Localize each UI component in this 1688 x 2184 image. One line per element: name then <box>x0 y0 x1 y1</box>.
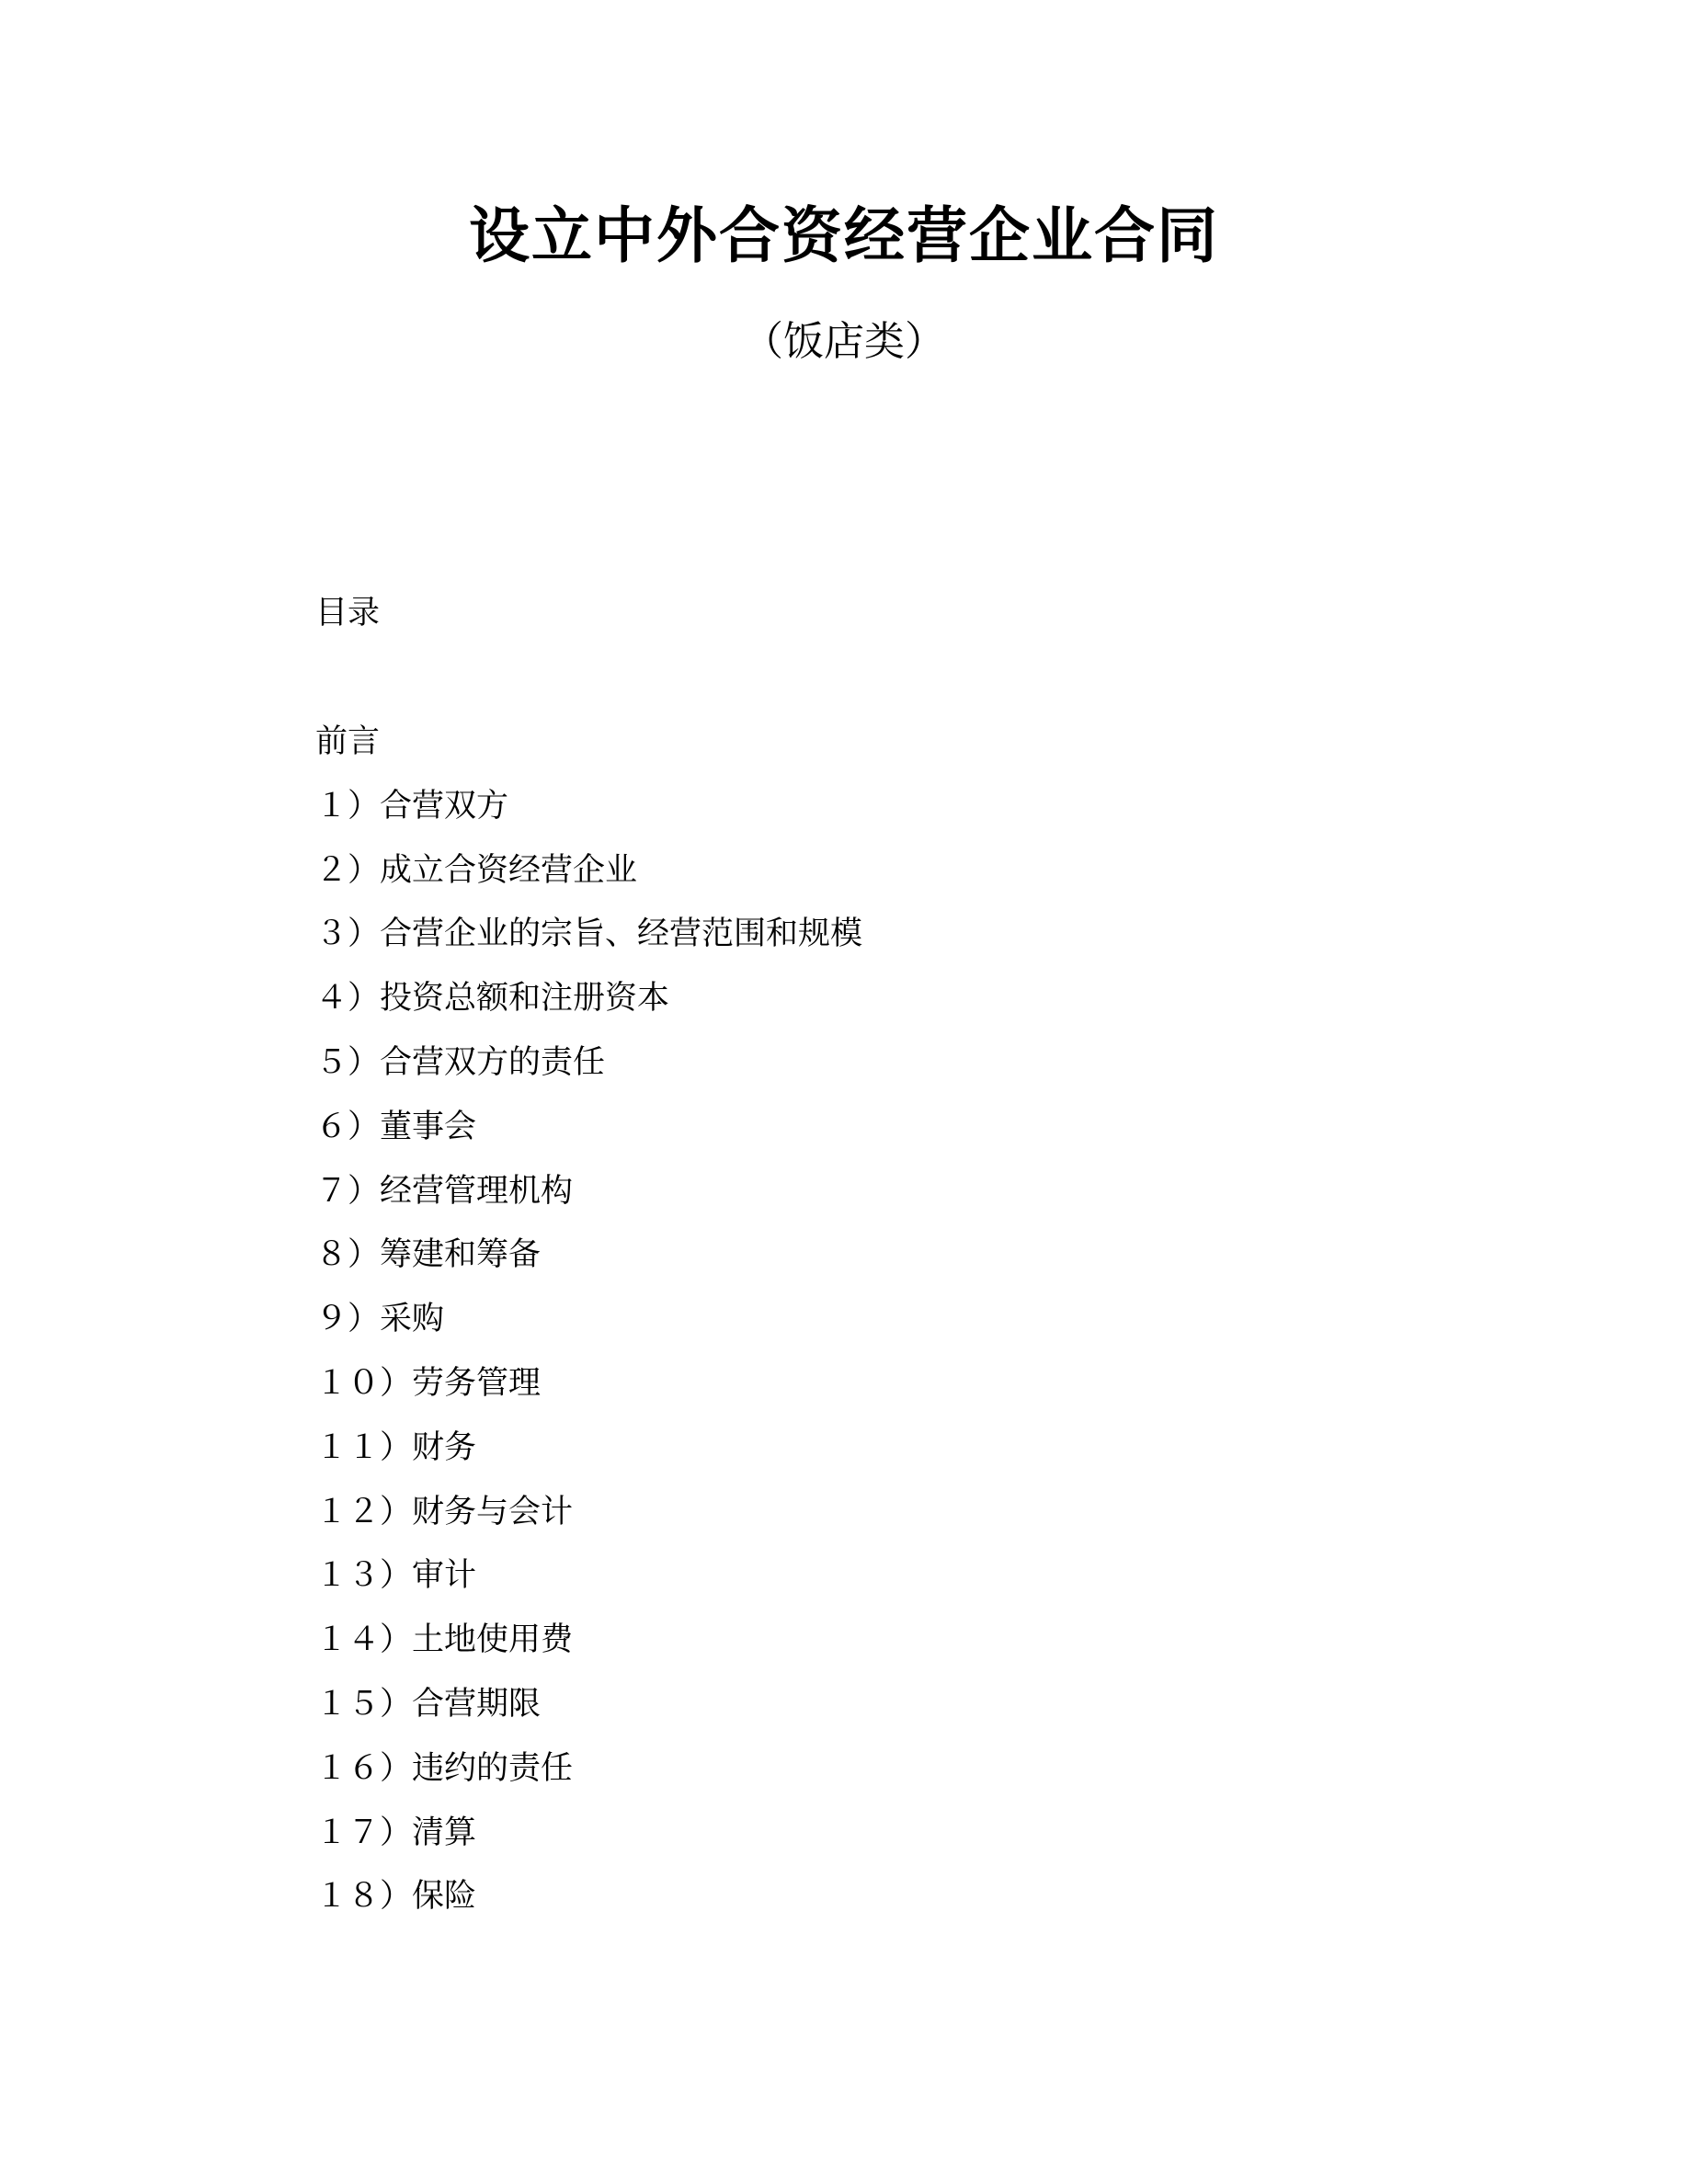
toc-item: ６）董事会 <box>315 1108 477 1145</box>
toc-item: １７）清算 <box>315 1814 477 1851</box>
document-subtitle: （饭店类） <box>743 318 945 365</box>
toc-item: ３）合营企业的宗旨、经营范围和规模 <box>315 916 863 953</box>
toc-item: １）合营双方 <box>315 787 509 825</box>
toc-item: １１）财务 <box>315 1428 477 1466</box>
toc-item: ４）投资总额和注册资本 <box>315 980 670 1018</box>
toc-item: １８）保险 <box>315 1878 477 1916</box>
toc-item: ５）合营双方的责任 <box>315 1043 606 1081</box>
toc-item: ９）采购 <box>315 1301 445 1338</box>
toc-item: １０）劳务管理 <box>315 1364 542 1402</box>
toc-item: ８）筹建和筹备 <box>315 1236 542 1274</box>
toc-item: ２）成立合资经营企业 <box>315 851 638 889</box>
toc-heading: 目录 <box>315 595 381 631</box>
toc-item: １６）违约的责任 <box>315 1749 574 1787</box>
toc-item: １２）财务与会计 <box>315 1493 574 1530</box>
toc-item: ７）经营管理机构 <box>315 1172 574 1210</box>
toc-item: 前言 <box>315 723 381 760</box>
toc-item: １３）审计 <box>315 1557 477 1595</box>
toc-item: １５）合营期限 <box>315 1685 542 1723</box>
table-of-contents <box>315 719 862 1938</box>
document-title: 设立中外合资经营企业合同 <box>469 200 1219 271</box>
toc-item: １４）土地使用费 <box>315 1621 574 1659</box>
